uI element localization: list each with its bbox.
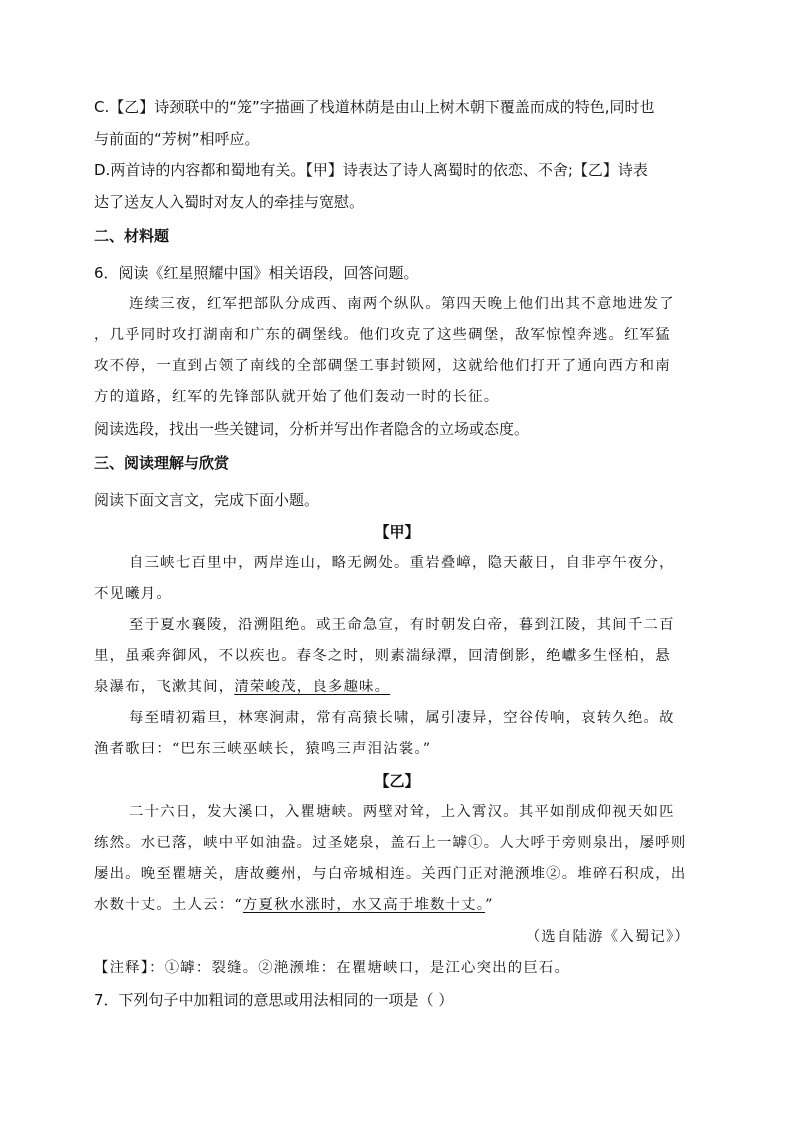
passage-yi-title: 【乙】: [374, 772, 420, 790]
jia-line: [94, 677, 390, 697]
jia-line: 自三峡七百里中，两岸连山，略无阙处。重岩叠嶂，隐天蔽日，自非亭午夜分，: [129, 555, 675, 571]
jia-line: 至于夏水襄陵，沿溯阻绝。或王命急宣，有时朝发白帝，暮到江陵，其间千二百: [129, 617, 675, 633]
question-7-prompt: 7．下列句子中加粗词的意思或用法相同的一项是（ ）: [94, 991, 454, 1009]
annotation-notes: 【注释】：①罅：裂缝。②滟滪堆：在瞿塘峡口，是江心突出的巨石。: [94, 960, 571, 976]
jia-line: 里，虽乘奔御风，不以疾也。春冬之时，则素湍绿潭，回清倒影，绝巘多生怪柏，悬: [94, 648, 671, 664]
option-d-line-2: 达了送友人入蜀时对友人的牵挂与宽慰。: [94, 193, 365, 211]
question-6-prompt: 6．阅读《红星照耀中国》相关语段，回答问题。: [94, 264, 419, 282]
passage-jia-title: 【甲】: [374, 523, 420, 541]
question-6-task: 阅读选段，找出一些关键词，分析并写出作者隐含的立场或态度。: [94, 420, 530, 438]
yi-line: 二十六日，发大溪口，入瞿塘峡。两壁对耸，上入霄汉。其平如削成仰视天如匹: [129, 804, 675, 820]
yi-line: [94, 895, 494, 915]
section-heading-materials: 二、材料题: [94, 227, 170, 245]
q6-passage-line: 攻不停，一直到占领了南线的全部碉堡工事封锁网，这就给他们打开了通向西方和南: [94, 358, 671, 374]
yi-line: 屡出。晚至瞿塘关，唐故夔州，与白帝城相连。关西门正对滟滪堆②。堆碎石积成，出: [94, 866, 687, 882]
option-d-line-1: D.两首诗的内容都和蜀地有关。【甲】诗表达了诗人离蜀时的依恋、不舍;【乙】诗表: [94, 161, 648, 179]
section-heading-reading: 三、阅读理解与欣赏: [94, 454, 230, 472]
q6-passage-line: 连续三夜，红军把部队分成西、南两个纵队。第四天晚上他们出其不意地进发了: [129, 296, 675, 312]
jia-line: 不见曦月。: [94, 586, 172, 602]
underlined-sentence: 清荣峻茂，良多趣味。: [234, 679, 391, 695]
jia-line: 每至晴初霜旦，林寒涧肃，常有高猿长啸，属引凄异，空谷传响，哀转久绝。故: [129, 710, 675, 726]
passage-source: （选自陆游《入蜀记》）: [525, 929, 690, 945]
yi-line-text: 水数十丈。土人云：“: [94, 897, 243, 913]
jia-line: 渔者歌曰：“巴东三峡巫峡长，猿鸣三声泪沾裳。”: [94, 741, 432, 757]
jia-line-text: 泉瀑布，飞漱其间，: [94, 679, 235, 695]
q6-passage-line: 方的道路，红军的先锋部队就开始了他们轰动一时的长征。: [94, 389, 500, 405]
reading-intro: 阅读下面文言文，完成下面小题。: [94, 491, 320, 509]
underlined-sentence: 方夏秋水涨时，水又高于堆数十丈。: [242, 897, 486, 913]
option-c-line-2: 与前面的“芳树”相呼应。: [94, 130, 260, 148]
option-c-line-1: C.【乙】诗颈联中的“笼”字描画了栈道林荫是由山上树木朝下覆盖而成的特色,同时也: [94, 98, 655, 116]
yi-line-text: ”: [485, 897, 494, 913]
q6-passage-line: ，几乎同时攻打湖南和广东的碉堡线。他们攻克了这些碉堡，敌军惊惶奔逃。红军猛: [94, 327, 671, 343]
yi-line: 练然。水已落，峡中平如油盎。过圣姥泉，盖石上一罅①。人大呼于旁则泉出，屡呼则: [94, 835, 687, 851]
